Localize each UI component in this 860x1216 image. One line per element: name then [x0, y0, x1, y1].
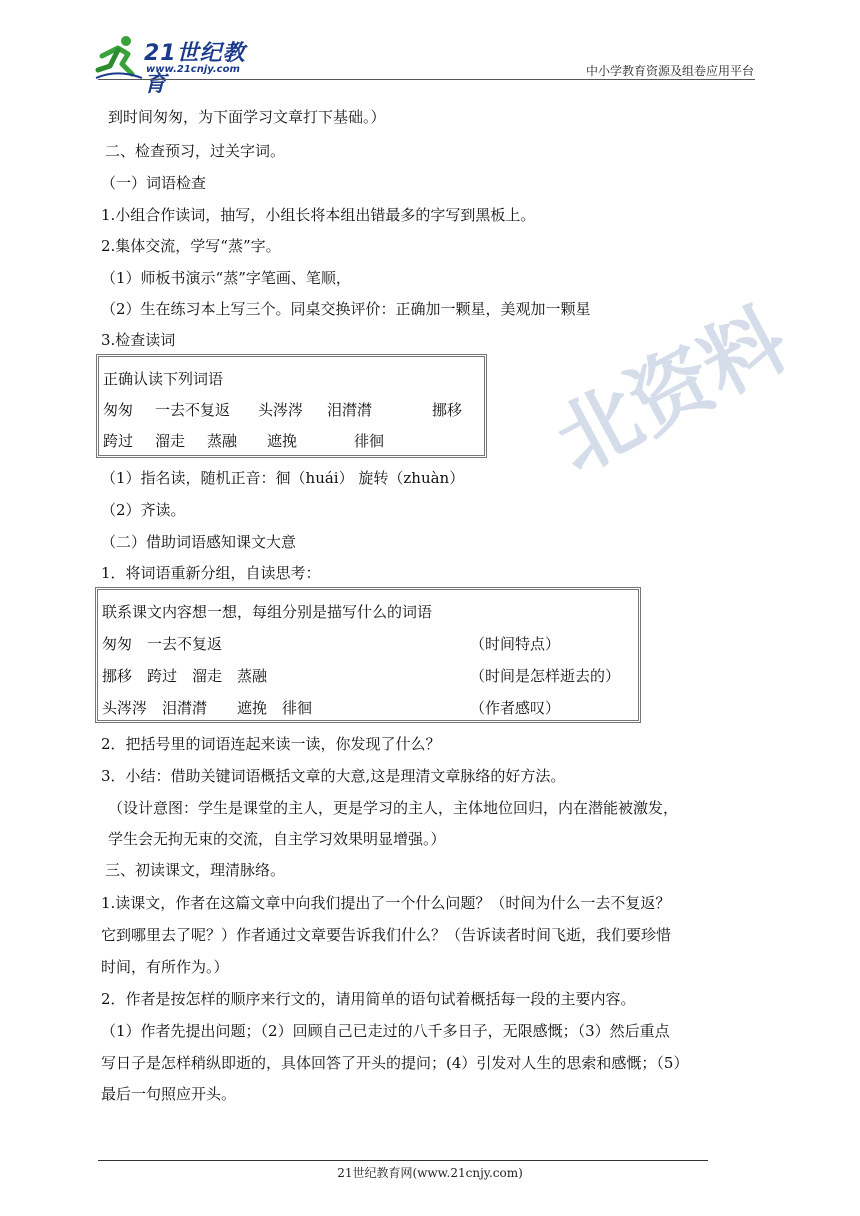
text-line: （2）生在练习本上写三个。同桌交换评价：正确加一颗星，美观加一颗星: [101, 300, 591, 318]
text-line: （2）齐读。: [101, 501, 186, 519]
platform-name: 中小学教育资源及组卷应用平台: [585, 64, 754, 78]
group-note: （时间特点）: [470, 635, 561, 653]
vocab-word: 徘徊: [354, 432, 385, 450]
vocab-word: 一去不复返: [155, 401, 231, 419]
text-line: 3.检查读词: [101, 331, 176, 349]
vocab-word: 溜走: [155, 432, 186, 450]
text-line: （设计意图：学生是课堂的主人，更是学习的主人，主体地位回归，内在潜能被激发，: [108, 799, 679, 817]
vocab-word: 遮挽: [267, 432, 298, 450]
word-group: 挪移 跨过 溜走 蒸融: [102, 667, 268, 685]
text-line: 2．把括号里的词语连起来读一读，你发现了什么？: [101, 735, 441, 753]
text-line: （1）师板书演示“蒸”字笔画、笔顺，: [101, 269, 351, 287]
text-line: 3．小结：借助关键词语概括文章的大意,这是理清文章脉络的好方法。: [101, 767, 566, 785]
text-line: 时间，有所作为。）: [101, 958, 229, 976]
footer-link[interactable]: 21世纪教育网(www.21cnjy.com): [337, 1166, 523, 1180]
text-line: 它到哪里去了呢？）作者通过文章要告诉我们什么？（告诉读者时间飞逝，我们要珍惜: [101, 926, 672, 944]
logo-url: www.21cnjy.com: [146, 64, 240, 75]
text-line: 1.小组合作读词，抽写，小组长将本组出错最多的字写到黑板上。: [101, 206, 536, 224]
word-group: 头涔涔 泪潸潸 遮挽 徘徊: [102, 699, 313, 717]
text-line: 最后一句照应开头。: [101, 1085, 237, 1103]
vocab-word: 蒸融: [207, 432, 238, 450]
logo: [92, 34, 262, 97]
vocab-word: 跨过: [103, 432, 134, 450]
page-header: [0, 0, 860, 97]
vocab-word: 头涔涔: [258, 401, 304, 419]
text-line: 学生会无拘无束的交流，自主学习效果明显增强。）: [108, 830, 446, 848]
group-note: （作者感叹）: [470, 699, 561, 717]
text-line: 1．将词语重新分组，自读思考：: [101, 564, 321, 582]
text-line: 2.集体交流，学写“蒸”字。: [101, 237, 281, 255]
vocab-word: 挪移: [432, 401, 463, 419]
logo-text: 21世纪教育: [144, 41, 246, 97]
vocab-box: [96, 354, 487, 458]
group-note: （时间是怎样逝去的）: [470, 667, 621, 685]
footer-divider: [98, 1160, 708, 1161]
vocab-word: 泪潸潸: [327, 401, 373, 419]
watermark: [530, 291, 803, 492]
text-line: 1.读课文，作者在这篇文章中向我们提出了一个什么问题？（时间为什么一去不复返？: [101, 894, 671, 912]
grouping-box: [95, 587, 641, 723]
text-line: （1）作者先提出问题；（2）回顾自己已走过的八千多日子，无限感慨；（3）然后重点: [101, 1022, 670, 1040]
text-line: 2．作者是按怎样的顺序来行文的，请用简单的语句试着概括每一段的主要内容。: [101, 990, 636, 1008]
box-title: 联系课文内容想一想，每组分别是描写什么的词语: [102, 603, 433, 621]
section-heading: 二、检查预习，过关字词。: [105, 142, 286, 160]
vocab-word: 匆匆: [103, 401, 134, 419]
header-divider: [98, 79, 755, 80]
text-line: （1）指名读，随机正音：徊（huái） 旋转（zhuàn）: [101, 469, 465, 487]
watermark-text: 北资料: [540, 291, 803, 492]
text-line: 到时间匆匆，为下面学习文章打下基础。）: [108, 108, 386, 126]
section-heading: 三、初读课文，理清脉络。: [105, 861, 286, 879]
runner-logo-icon: [92, 34, 144, 80]
word-group: 匆匆 一去不复返: [102, 635, 223, 653]
subsection-heading: （一）词语检查: [101, 174, 207, 192]
box-title: 正确认读下列词语: [103, 370, 224, 388]
subsection-heading: （二）借助词语感知课文大意: [101, 533, 297, 551]
text-line: 写日子是怎样稍纵即逝的，具体回答了开头的提问；(4）引发对人生的思索和感慨；（5）: [101, 1054, 689, 1072]
